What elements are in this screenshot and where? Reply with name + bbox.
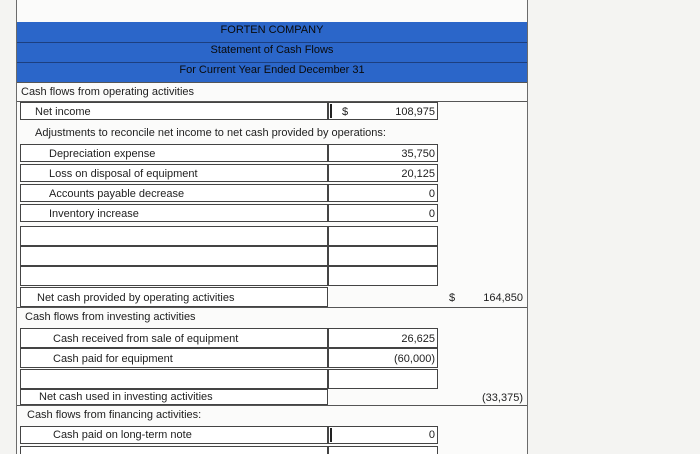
adjustment-value: 0 — [428, 188, 435, 200]
net-income-currency: $ — [342, 106, 349, 118]
header-divider — [17, 42, 527, 43]
financing-item-label: Cash paid on long-term note — [53, 429, 192, 441]
net-operating-label: Net cash provided by operating activities — [37, 292, 235, 304]
blank-value-input[interactable] — [328, 369, 438, 389]
investing-item-label: Cash paid for equipment — [53, 353, 173, 365]
statement-header — [17, 22, 527, 82]
financing-heading: Cash flows from financing activities: — [27, 409, 202, 421]
investing-item-value: (60,000) — [394, 353, 435, 365]
row-divider — [17, 82, 527, 83]
financing-item-value: 0 — [428, 429, 435, 441]
financing-value-input[interactable] — [328, 446, 438, 454]
blank-label-cell[interactable] — [20, 246, 328, 266]
investing-item-value: 26,625 — [401, 333, 435, 345]
cash-flow-worksheet — [16, 0, 528, 454]
investing-heading: Cash flows from investing activities — [25, 311, 196, 323]
financing-label-cell[interactable] — [20, 446, 328, 454]
adjustments-label: Adjustments to reconcile net income to net cash provided by operations: — [35, 127, 386, 139]
investing-item-label: Cash received from sale of equipment — [53, 333, 239, 345]
header-divider — [17, 62, 527, 63]
row-divider — [17, 307, 527, 308]
statement-period: For Current Year Ended December 31 — [179, 64, 365, 76]
statement-title: Statement of Cash Flows — [210, 44, 334, 56]
net-operating-currency: $ — [449, 292, 456, 304]
adjustment-value: 0 — [428, 208, 435, 220]
operating-heading: Cash flows from operating activities — [21, 86, 195, 98]
net-income-value: 108,975 — [395, 106, 435, 118]
adjustment-value: 20,125 — [401, 168, 435, 180]
net-operating-value: 164,850 — [483, 292, 523, 304]
blank-value-input[interactable] — [328, 226, 438, 246]
cell-marker — [330, 104, 332, 118]
net-income-label: Net income — [35, 106, 91, 118]
adjustment-value: 35,750 — [401, 148, 435, 160]
adjustment-label: Accounts payable decrease — [49, 188, 185, 200]
adjustment-label: Depreciation expense — [49, 148, 156, 160]
blank-label-cell[interactable] — [20, 369, 328, 389]
adjustment-label: Inventory increase — [49, 208, 139, 220]
net-investing-label: Net cash used in investing activities — [39, 391, 213, 403]
blank-label-cell[interactable] — [20, 266, 328, 286]
company-name: FORTEN COMPANY — [220, 24, 324, 36]
blank-value-input[interactable] — [328, 246, 438, 266]
blank-value-input[interactable] — [328, 266, 438, 286]
row-divider — [17, 405, 527, 406]
cell-marker — [330, 428, 332, 442]
blank-label-cell[interactable] — [20, 226, 328, 246]
adjustment-label: Loss on disposal of equipment — [49, 168, 198, 180]
net-investing-value: (33,375) — [482, 392, 523, 404]
